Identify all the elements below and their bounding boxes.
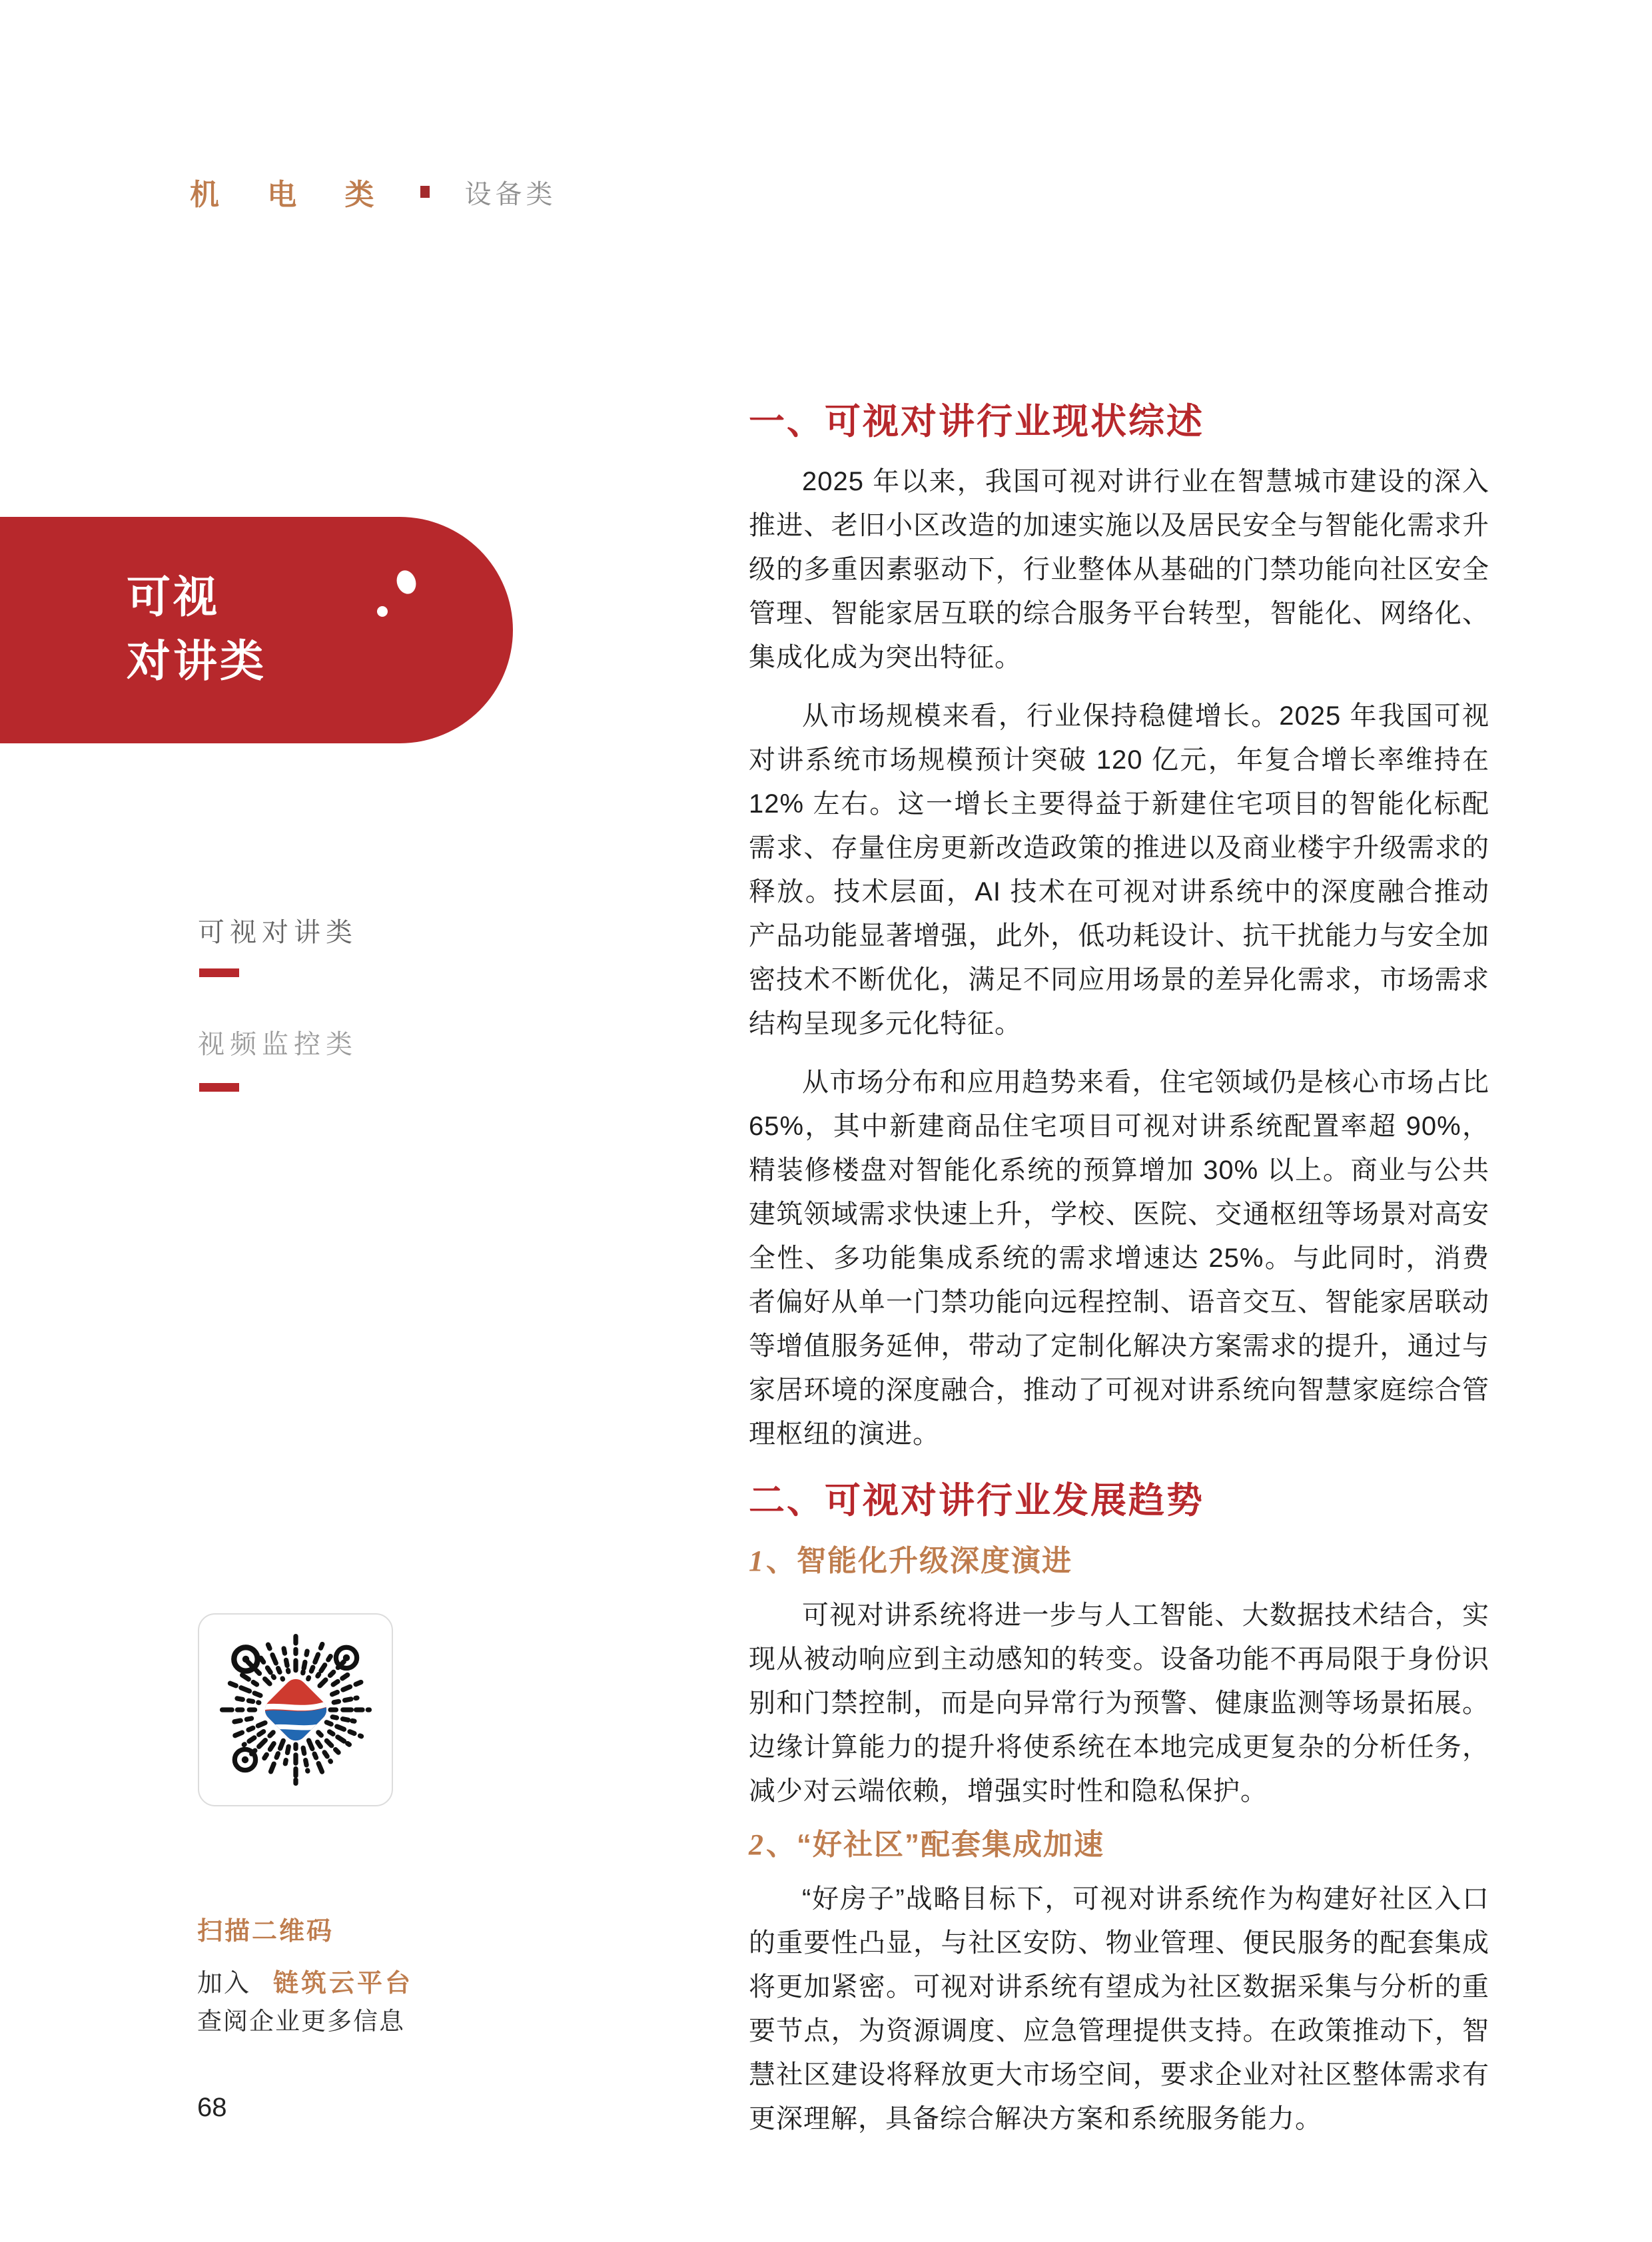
page-number: 68: [197, 2093, 227, 2122]
platform-name: 链筑云平台: [273, 1970, 414, 1998]
subsection2-number: 2: [749, 1828, 765, 1861]
paragraph: 从市场分布和应用趋势来看，住宅领域仍是核心市场占比 65%，其中新建商品住宅项目可视对讲系统配置率超 90%，精装修楼盘对智能化系统的预算增加 30% 以上。商业与公共建筑领域需求快速上升，学校、医院、交通枢纽等场景对高安全性、多功能集成系统的需求增速达 25%。与此同时，消费者偏好从单一门禁功能向远程控制、语音交互、智能家居联动等增值服务延伸，带动了定制化解决方案需求的提升，通过与家居环境的深度融合，推动了可视对讲系统向智慧家庭综合管理枢纽的演进。: [749, 1068, 1489, 1449]
section1-title: 一、可视对讲行业现状综述: [749, 402, 1204, 442]
subsection2-title: [749, 1830, 1489, 1860]
subsection1-label: 智能化升级深度演进: [797, 1545, 1072, 1577]
qr-join-prefix: 加入: [197, 1970, 251, 1998]
badge-line-2: 对讲类: [127, 636, 266, 685]
qr-more-info: 查阅企业更多信息: [197, 2008, 405, 2035]
page-header: [190, 172, 556, 212]
header-subcategory: 设备类: [464, 179, 557, 209]
subsection1-number: 1: [749, 1545, 765, 1577]
sidebar-item-video-surveillance: 视频监控类: [198, 1030, 358, 1059]
qr-code: [212, 1627, 379, 1793]
paragraph: 从市场规模来看，行业保持稳健增长。2025 年我国可视对讲系统市场规模预计突破 120 亿元，年复合增长率维持在 12% 左右。这一增长主要得益于新建住宅项目的智能化标配需求、存量住房更新改造政策的推进以及商业楼宇升级需求的释放。技术层面，AI 技术在可视对讲系统中的深度融合推动产品功能显著增强，此外，低功耗设计、抗干扰能力与安全加密技术不断优化，满足不同应用场景的差异化需求，市场需求结构呈现多元化特征。: [749, 701, 1489, 1038]
paragraph: 2025 年以来，我国可视对讲行业在智慧城市建设的深入推进、老旧小区改造的加速实施以及居民安全与智能化需求升级的多重因素驱动下，行业整体从基础的门禁功能向社区安全管理、智能家居互联的综合服务平台转型，智能化、网络化、集成化成为突出特征。: [749, 467, 1489, 672]
decor-dot-small: [377, 606, 388, 617]
sidebar-active-bar-2: [199, 1083, 239, 1092]
subsection1-title: [749, 1547, 1489, 1576]
paragraph: “好房子”战略目标下，可视对讲系统作为构建好社区入口的重要性凸显，与社区安防、物业管理、便民服务的配套集成将更加紧密。可视对讲系统有望成为社区数据采集与分析的重要节点，为资源调度、应急管理提供支持。在政策推动下，智慧社区建设将释放更大市场空间，要求企业对社区整体需求有更深理解，具备综合解决方案和系统服务能力。: [749, 1884, 1489, 2133]
subsection2-separator: 、: [766, 1828, 797, 1861]
subsection1-separator: 、: [766, 1545, 797, 1577]
category-badge-title: [127, 565, 266, 693]
header-category: 机 电 类: [190, 179, 394, 211]
category-badge: [0, 517, 513, 743]
subsection2-label: “好社区”配套集成加速: [797, 1828, 1104, 1861]
section2-title: 二、可视对讲行业发展趋势: [749, 1481, 1204, 1521]
sidebar-item-video-intercom: 可视对讲类: [198, 918, 358, 947]
header-square-icon: [420, 186, 430, 198]
paragraph: 可视对讲系统将进一步与人工智能、大数据技术结合，实现从被动响应到主动感知的转变。设备功能不再局限于身份识别和门禁控制，而是向异常行为预警、健康监测等场景拓展。边缘计算能力的提升将使系统在本地完成更复杂的分析任务，减少对云端依赖，增强实时性和隐私保护。: [749, 1601, 1489, 1806]
main-content: [749, 404, 1489, 2155]
qr-card: [198, 1613, 393, 1806]
qr-scan-hint: 扫描二维码: [197, 1918, 334, 1946]
qr-join-line: [197, 1962, 413, 1999]
sidebar-active-bar-1: [199, 968, 239, 977]
badge-line-1: 可视: [127, 572, 220, 621]
